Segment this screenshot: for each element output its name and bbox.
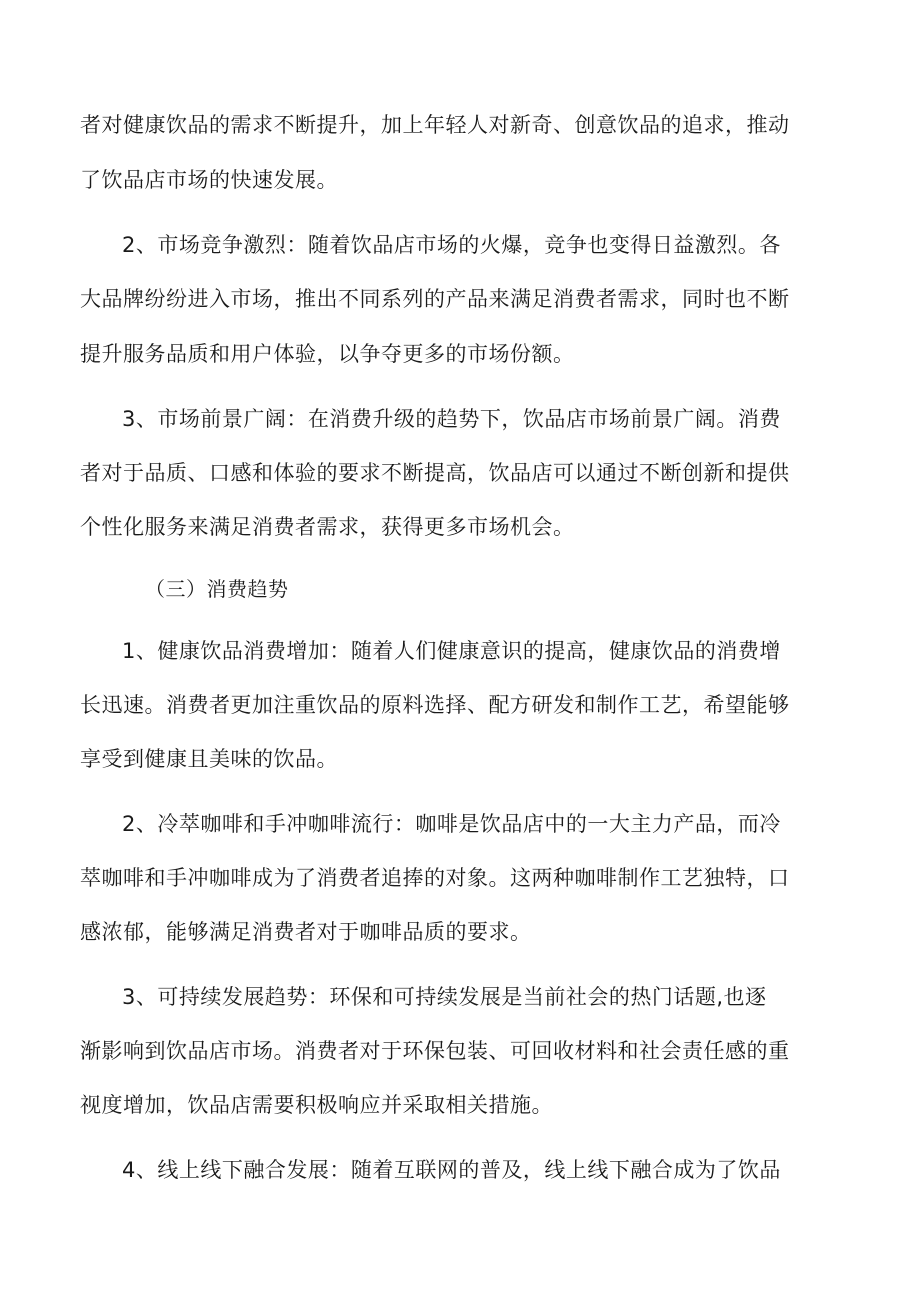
- text-line: 大品牌纷纷进入市场，推出不同系列的产品来满足消费者需求，同时也不断: [80, 287, 790, 311]
- text-line: 渐影响到饮品店市场。消费者对于环保包装、可回收材料和社会责任感的重: [80, 1039, 790, 1063]
- text-line: 感浓郁，能够满足消费者对于咖啡品质的要求。: [80, 920, 532, 944]
- text-line: 个性化服务来满足消费者需求，获得更多市场机会。: [80, 515, 575, 539]
- paragraph-start-line: 4、线上线下融合发展：随着互联网的普及，线上线下融合成为了饮品: [122, 1158, 781, 1182]
- text-line: 萃咖啡和手冲咖啡成为了消费者追捧的对象。这两种咖啡制作工艺独特，口: [80, 866, 790, 890]
- paragraph-start-line: 1、健康饮品消费增加：随着人们健康意识的提高，健康饮品的消费增: [122, 639, 781, 663]
- paragraph-start-line: 2、市场竞争激烈：随着饮品店市场的火爆，竞争也变得日益激烈。各: [122, 233, 781, 257]
- paragraph-start-line: 3、可持续发展趋势：环保和可持续发展是当前社会的热门话题,也逐: [122, 985, 767, 1009]
- text-line: 视度增加，饮品店需要积极响应并采取相关措施。: [80, 1093, 553, 1117]
- paragraph-start-line: 2、冷萃咖啡和手冲咖啡流行：咖啡是饮品店中的一大主力产品，而冷: [122, 812, 781, 836]
- text-line: 者对于品质、口感和体验的要求不断提高，饮品店可以通过不断创新和提供: [80, 461, 790, 485]
- section-heading: （三）消费趋势: [145, 577, 289, 601]
- text-line: 了饮品店市场的快速发展。: [80, 168, 338, 192]
- text-line: 提升服务品质和用户体验，以争夺更多的市场份额。: [80, 342, 575, 366]
- text-line: 长迅速。消费者更加注重饮品的原料选择、配方研发和制作工艺，希望能够: [80, 693, 790, 717]
- paragraph-start-line: 3、市场前景广阔：在消费升级的趋势下，饮品店市场前景广阔。消费: [122, 407, 781, 431]
- text-line: 享受到健康且美味的饮品。: [80, 747, 338, 771]
- text-line: 者对健康饮品的需求不断提升，加上年轻人对新奇、创意饮品的追求，推动: [80, 113, 790, 137]
